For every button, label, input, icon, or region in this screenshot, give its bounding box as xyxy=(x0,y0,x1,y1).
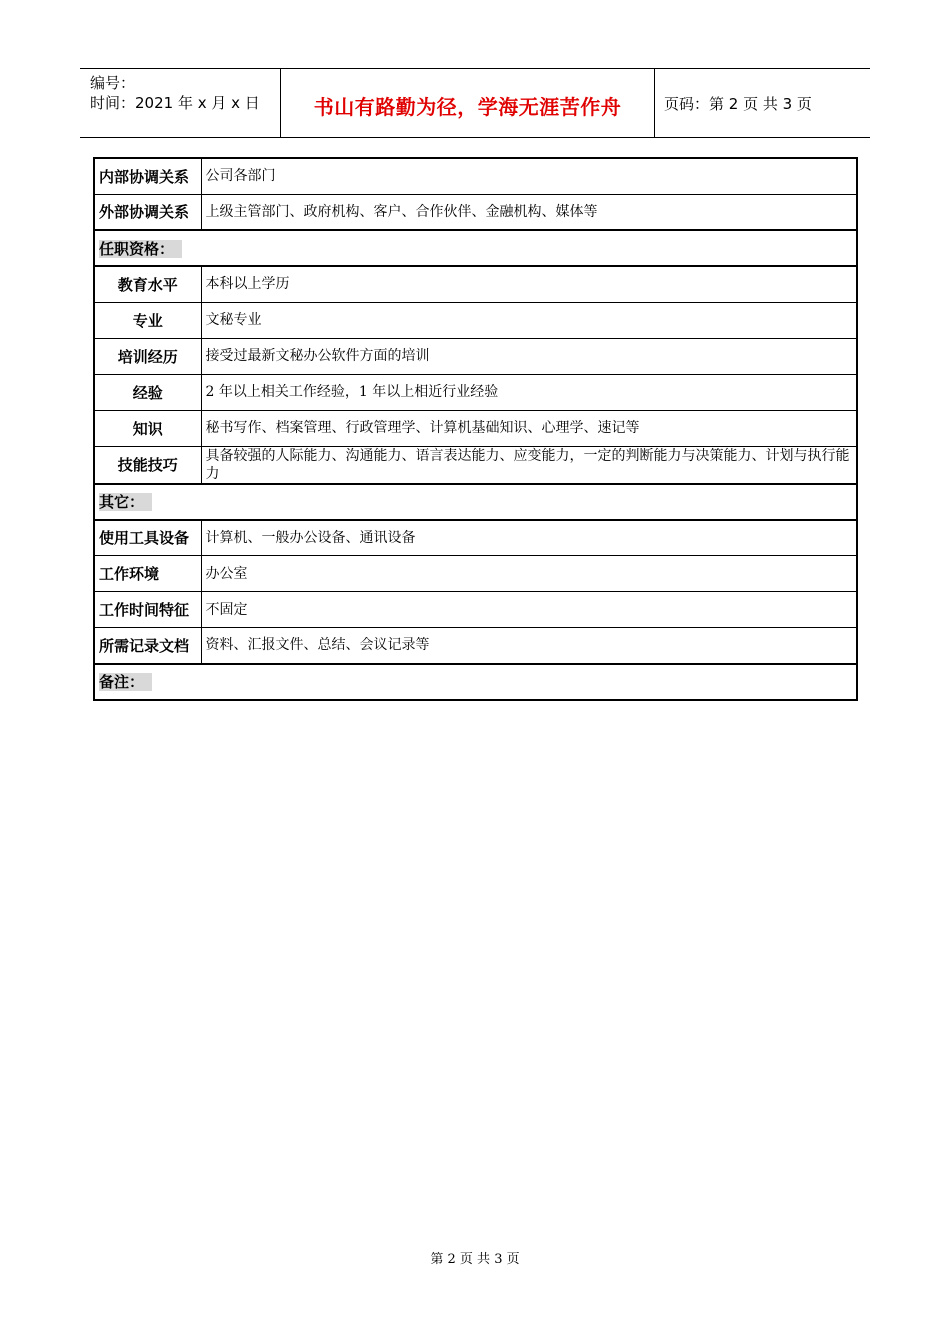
table-row xyxy=(94,374,857,410)
row-label: 使用工具设备 xyxy=(94,520,201,556)
code-label: 编号： xyxy=(90,74,136,92)
row-label: 经验 xyxy=(94,374,201,410)
row-value: 资料、汇报文件、总结、会议记录等 xyxy=(201,628,857,664)
row-value: 上级主管部门、政府机构、客户、合作伙伴、金融机构、媒体等 xyxy=(201,194,857,230)
table-row xyxy=(94,556,857,592)
header-meta xyxy=(90,73,260,113)
section-title: 任职资格： xyxy=(99,240,182,258)
row-label: 培训经历 xyxy=(94,338,201,374)
page-header xyxy=(80,68,870,138)
row-value: 接受过最新文秘办公软件方面的培训 xyxy=(201,338,857,374)
row-label: 内部协调关系 xyxy=(94,158,201,194)
time-label: 时间：2021 年 x 月 x 日 xyxy=(90,94,260,112)
row-value: 计算机、一般办公设备、通讯设备 xyxy=(201,520,857,556)
table-row xyxy=(94,266,857,302)
job-description-table xyxy=(93,157,858,701)
table-row xyxy=(94,628,857,664)
row-label: 工作时间特征 xyxy=(94,592,201,628)
table-row xyxy=(94,446,857,484)
row-value: 秘书写作、档案管理、行政管理学、计算机基础知识、心理学、速记等 xyxy=(201,410,857,446)
table-row xyxy=(94,520,857,556)
section-heading-others xyxy=(94,484,857,520)
section-title: 其它： xyxy=(99,493,152,511)
row-value: 不固定 xyxy=(201,592,857,628)
section-heading-qualifications xyxy=(94,230,857,266)
row-label: 知识 xyxy=(94,410,201,446)
header-motto: 书山有路勤为径，学海无涯苦作舟 xyxy=(313,95,622,119)
row-value: 公司各部门 xyxy=(201,158,857,194)
row-label: 教育水平 xyxy=(94,266,201,302)
section-title: 备注： xyxy=(99,673,152,691)
row-value: 文秘专业 xyxy=(201,302,857,338)
row-value: 具备较强的人际能力、沟通能力、语言表达能力、应变能力，一定的判断能力与决策能力、计划与执行能力 xyxy=(201,446,857,484)
row-value: 2 年以上相关工作经验，1 年以上相近行业经验 xyxy=(201,374,857,410)
row-label: 外部协调关系 xyxy=(94,194,201,230)
row-value: 本科以上学历 xyxy=(201,266,857,302)
row-label: 所需记录文档 xyxy=(94,628,201,664)
row-label: 工作环境 xyxy=(94,556,201,592)
table-row xyxy=(94,592,857,628)
table-row xyxy=(94,194,857,230)
section-heading-notes xyxy=(94,664,857,700)
table-row xyxy=(94,158,857,194)
row-label: 技能技巧 xyxy=(94,446,201,484)
table-row xyxy=(94,410,857,446)
page-footer: 第 2 页 共 3 页 xyxy=(430,1252,520,1267)
row-label: 专业 xyxy=(94,302,201,338)
row-value: 办公室 xyxy=(201,556,857,592)
header-divider xyxy=(654,69,655,137)
table-row xyxy=(94,338,857,374)
table-row xyxy=(94,302,857,338)
header-page-label: 页码：第 2 页 共 3 页 xyxy=(664,95,812,113)
